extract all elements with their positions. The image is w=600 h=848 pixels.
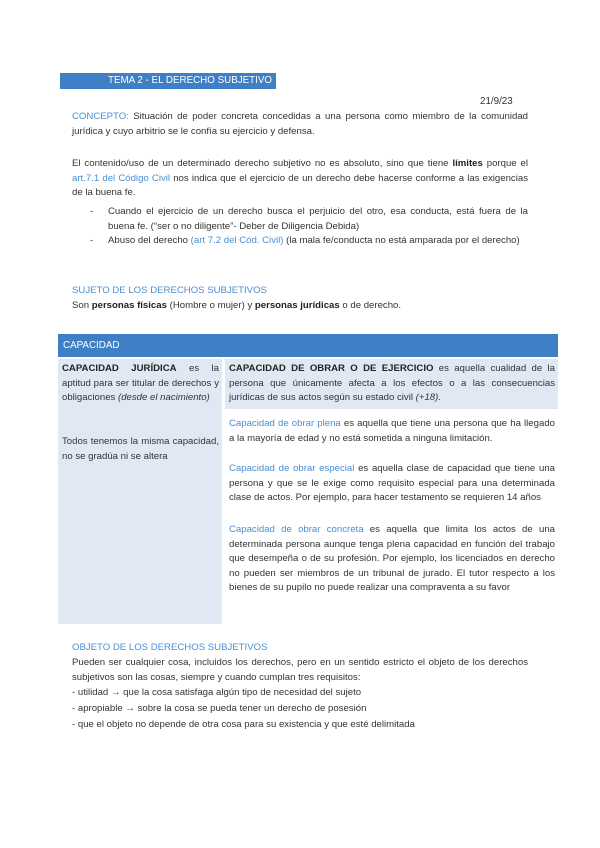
capacidad-header: CAPACIDAD (58, 334, 558, 357)
objeto-heading: OBJETO DE LOS DERECHOS SUBJETIVOS (72, 642, 268, 653)
art-7-2-link: (art 7.2 del Cód. Civil) (190, 235, 284, 247)
contenido-text-1: El contenido/uso de un determinado derecho subjetivo no es absoluto, sino que tiene (72, 158, 453, 169)
capacidad-juridica-italic: (desde el nacimiento) (118, 392, 210, 404)
date: 21/9/23 (480, 96, 513, 107)
capacidad-concreta (229, 523, 555, 596)
art-7-1-link: art.7.1 del Código Civil (72, 172, 171, 184)
capacidad-juridica-desc: es la aptitud para ser titular de derechos y obligaciones (62, 363, 219, 404)
bullet-text-2b: (la mala fe/conducta no está amparada por el derecho) (283, 235, 520, 247)
sujeto-pre: Son (72, 300, 92, 311)
sujeto-mid: (Hombre o mujer) y (166, 300, 255, 311)
capacidad-plena-label: Capacidad de obrar plena (229, 418, 341, 429)
objeto-intro: Pueden ser cualquier cosa, incluidos los derechos, pero en un sentido estricto el objeto de los derechos subjetivos son las cosas, siempre y cuando cumplan tres requisitos: (72, 657, 528, 683)
capacidad-plena-text: es aquella que tiene una persona que ha llegado a la mayoría de edad y no está sometida a ninguna limitación. (229, 418, 555, 444)
contenido-text-2: porque el (482, 158, 528, 169)
limites-bold: límites (452, 158, 483, 169)
list-item: - Cuando el ejercicio de un derecho busca el perjuicio del otro, esa conducta, está fuera de la buena fe. (“ser o no diligente”- Deber de Diligencia Debida) (90, 206, 528, 232)
objeto-requisito-2: - apropiable → sobre la cosa se pueda tener un derecho de posesión (72, 703, 367, 714)
capacidad-concreta-label: Capacidad de obrar concreta (229, 524, 364, 535)
personas-fisicas: personas físicas (91, 300, 167, 311)
contenido-paragraph (72, 157, 528, 201)
capacidad-obrar-bold: CAPACIDAD DE OBRAR O DE EJERCICIO (229, 363, 434, 374)
capacidad-concreta-text: es aquella que limita los actos de una determinada persona aunque tenga plena capacidad en función del trabajo que desempeña o de su profesión. Por ejemplo, los licenciados en derecho no pueden ser miembros de un tribunal de jurado. El tutor respecto a los bienes de su pupilo no puede realizar una compraventa a su favor (229, 524, 555, 594)
capacidad-especial (229, 462, 555, 506)
concepto-paragraph (72, 110, 528, 139)
capacidad-especial-text: es aquella clase de capacidad que tiene una persona y que se le exige como requisito especial para una determinada clase de actos. Por ejemplo, para hacer testamento se requieren 14 años (229, 463, 555, 504)
capacidad-plena (229, 417, 555, 446)
objeto-requisito-1: - utilidad → que la cosa satisfaga algún tipo de necesidad del sujeto (72, 687, 362, 698)
bullet-text-2a: Abuso del derecho (108, 235, 191, 247)
personas-juridicas: personas jurídicas (254, 300, 340, 311)
sujeto-heading: SUJETO DE LOS DERECHOS SUBJETIVOS (72, 285, 267, 296)
todos-text: Todos tenemos la misma capacidad, no se gradúa ni se altera (62, 436, 219, 462)
capacidad-obrar-desc: es aquella cualidad de la persona que únicamente afecta a los efectos o a las consecuencias jurídicas de sus actos según su estado civil (229, 363, 555, 404)
capacidad-especial-label: Capacidad de obrar especial (229, 463, 355, 474)
sujeto-post: o de derecho. (339, 300, 402, 311)
capacidad-juridica-bold: CAPACIDAD JURÍDICA (62, 363, 177, 374)
sujeto-paragraph (72, 299, 528, 314)
list-item: - Abuso del derecho (art 7.2 del Cód. Civil) (la mala fe/conducta no está amparada por el derecho) (90, 235, 520, 247)
capacidad-obrar-italic: (+18). (415, 392, 441, 404)
concepto-label: CONCEPTO: (72, 111, 129, 122)
bullet-text-1: Cuando el ejercicio de un derecho busca el perjuicio del otro, esa conducta, está fuera de la buena fe. (“ser o no diligente”- Deber de Diligencia Debida) (108, 206, 528, 232)
page-title: TEMA 2 - EL DERECHO SUBJETIVO (108, 75, 273, 86)
contenido-text-3: nos indica que el ejercicio de un derecho debe hacerse conforme a las exigencias de la buena fe. (72, 172, 528, 199)
bullet-list (72, 205, 528, 249)
capacidad-obrar-text (229, 362, 555, 406)
concepto-text: Situación de poder concreta concedidas a una persona como miembro de la comunidad jurídica y cuyo arbitrio se le confía su ejercicio y defensa. (72, 111, 528, 137)
objeto-requisito-3: - que el objeto no depende de otra cosa para su existencia y que esté delimitada (72, 719, 415, 730)
capacidad-juridica-text (62, 362, 219, 406)
